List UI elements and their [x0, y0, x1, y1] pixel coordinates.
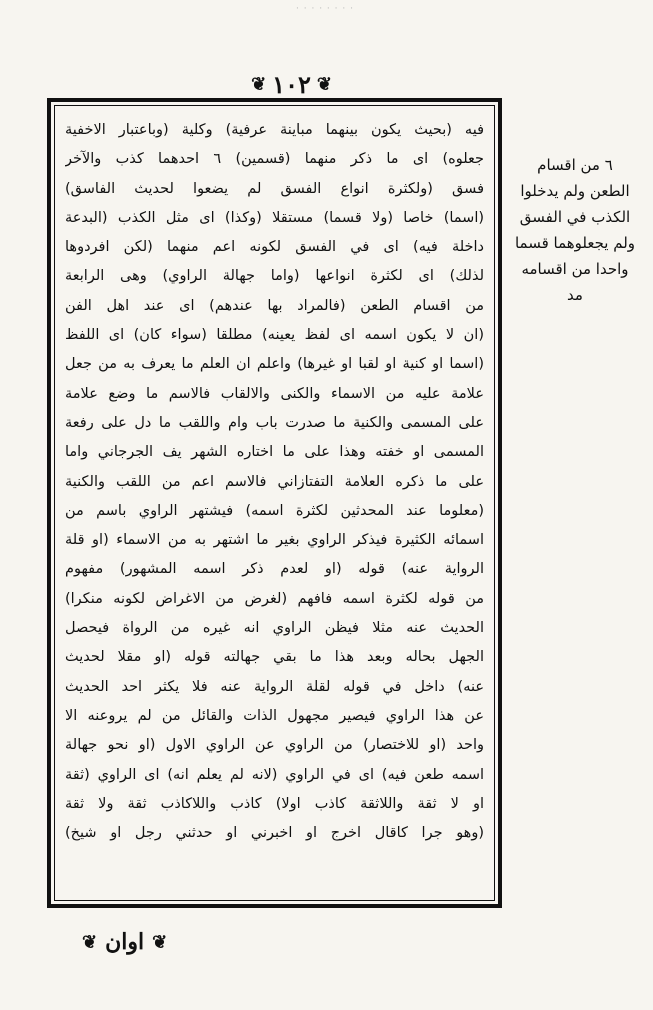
text-frame-inner [54, 105, 495, 901]
page-header [0, 68, 653, 100]
margin-note-line: واحدا من اقسامه [521, 260, 629, 278]
text-line: (ان لا يكون اسمه اى لفظ يعينه) مطلقا (سواء كان) اى اللفظ [65, 327, 484, 344]
catchword [82, 925, 167, 959]
text-line: اسمائه الكثيرة فيذكر الراوي بغير ما اشتهر به من الاسماء (او قلة [65, 532, 484, 549]
flourish-ornament-icon: ❦ [316, 73, 332, 95]
margin-note-line: الكذب في الفسق [519, 208, 631, 226]
text-frame [47, 98, 502, 908]
text-line: فيه (بحيث يكون بينهما مباينة عرفية) وكلية (وباعتبار الاخفية [65, 122, 484, 138]
catchword-text: اوان [105, 929, 145, 955]
main-text [65, 116, 484, 848]
text-line: من قوله لكثرة اسمه فافهم (لغرض من الاغراض لكونه منكرا) [65, 590, 484, 607]
text-line: على المسمى والكنية ما صدرت باب وام واللقب ما دل على رفعة [65, 414, 484, 431]
margin-note-line: ولم يجعلوهما قسما [514, 234, 636, 252]
flourish-ornament-icon: ❦ [152, 931, 168, 953]
text-line: اسمه طعن فيه) اى في الراوي (لانه لم يعلم انه) اى الراوي (ثقة [65, 766, 484, 783]
text-line: عن هذا الراوي فيصير مجهول الذات والقائل من لم يروعنه الا [65, 707, 484, 724]
margin-note [505, 152, 645, 308]
text-line: علامة عليه من الاسماء والكنى والالقاب فالاسم ما وضع علامة [65, 385, 484, 402]
text-line: جعلوه) اى ما ذكر منهما (قسمين) ٦ احدهما كذب والآخر [65, 151, 484, 168]
flourish-ornament-icon: ❦ [82, 931, 98, 953]
text-line: من اقسام الطعن (فالمراد بها عندهم) اى عند اهل الفن [65, 297, 484, 314]
text-line: فسق (ولكثرة انواع الفسق لم يضعوا لحديث الفاسق) [65, 180, 484, 197]
text-line: الجهل بحاله وبعد هذا ما بقي جهالته قوله (او مقلا لحديث [65, 649, 484, 666]
text-line: على ما ذكره العلامة التفتازاني فالاسم اعم من اللقب والكنية [65, 473, 484, 490]
text-line: (معلوما عند المحدثين لكثرة اسمه) فيشتهر الراوي باسم من [65, 502, 484, 519]
top-mark: · · · · · · · · [296, 4, 354, 14]
text-line: المسمى او خفته وهذا على ما اختاره الشهر يف الجرجاني واما [65, 444, 484, 461]
margin-note-line: مد [567, 286, 583, 304]
text-line: (وهو جرا كاقال اخرج او اخبرني او حدثني رجل او شيخ) [65, 825, 484, 842]
page-number: ١٠٢ [272, 69, 311, 99]
text-line: لذلك) اى لكثرة انواعها (واما جهالة الراوي) وهى الرابعة [65, 268, 484, 285]
text-line: الحديث عنه مثلا فيظن الراوي انه غيره من الرواة فيحصل [65, 620, 484, 637]
text-line: واحد (او للاختصار) من الراوي عن الراوي الاول (او نحو جهالة [65, 737, 484, 754]
text-line: (اسما) خاصا (ولا قسما) مستقلا (وكذا) اى مثل الكذب (البدعة [65, 209, 484, 226]
text-line: داخلة فيه) اى في الفسق لكونه اعم منهما (لكن افردوها [65, 239, 484, 256]
margin-note-line: ٦ من اقسام [537, 156, 613, 174]
text-line: (اسما او كنية او لقبا او غيرها) واعلم ان العلم ما يعرف به من جعل [65, 356, 484, 373]
text-line: او لا ثقة واللاثقة كاذب اولا) كاذب واللاكاذب ثقة ولا ثقة [65, 795, 484, 812]
margin-note-line: الطعن ولم يدخلوا [520, 182, 630, 200]
text-line: عنه) داخل في قوله لقلة الرواية عنه فلا يكثر احد الحديث [65, 678, 484, 695]
flourish-ornament-icon: ❦ [251, 73, 267, 95]
text-line: الرواية عنه) قوله (او لعدم ذكر اسمه المشهور) مفهوم [65, 561, 484, 578]
